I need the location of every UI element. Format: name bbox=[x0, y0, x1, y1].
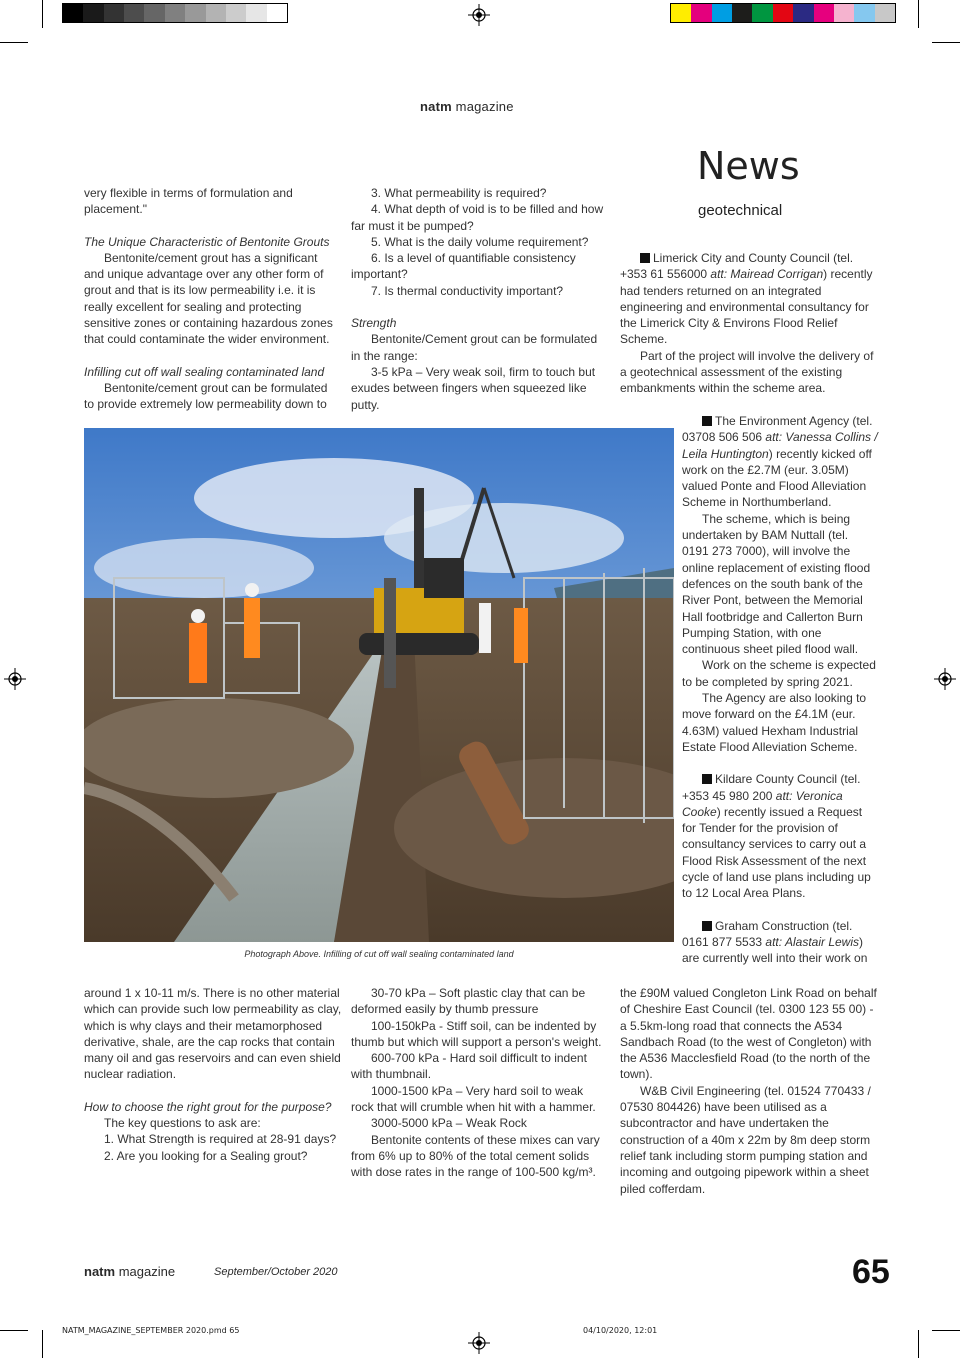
issue-date: September/October 2020 bbox=[214, 1266, 338, 1278]
body-text: Bentonite contents of these mixes can vary from 6% up to 80% of the total cement solids with dose rates in the range of 100-500 kg/m³. bbox=[351, 1132, 600, 1180]
body-text: W&B Civil Engineering (tel. 01524 770433 / 07530 804426) have been utilised as a subcontractor and have undertaken the construction of a 40m x 22m by 8m deep storm relief tank including storm pumping station and incoming and outgoing pipework within a sheet piled cofferdam. bbox=[620, 1083, 871, 1196]
body-text: Part of the project will involve the delivery of a geotechnical assessment of the existing embankments within the scheme area. bbox=[620, 348, 874, 396]
grey-swatch bbox=[165, 4, 185, 22]
grey-swatch bbox=[124, 4, 144, 22]
section-heading: The Unique Characteristic of Bentonite Grouts bbox=[84, 234, 330, 249]
news-item: Kildare County Council (tel. +353 45 980 200 att: Veronica Cooke) recently issued a Request for Tender for the provision of consultancy services to carry out a Flood Risk Assessment of the next cycle of land use plans including up to 12 Local Area Plans. bbox=[682, 772, 871, 901]
grey-swatch bbox=[144, 4, 164, 22]
strength-item: 1000-1500 kPa – Very hard soil to weak rock that will crumble when hit with a hammer. bbox=[351, 1083, 596, 1115]
grey-swatch bbox=[206, 4, 226, 22]
list-item: 7. Is thermal conductivity important? bbox=[371, 283, 564, 298]
color-swatch bbox=[752, 4, 772, 22]
list-item: 2. Are you looking for a Sealing grout? bbox=[104, 1148, 308, 1163]
crop-mark bbox=[918, 0, 919, 28]
color-swatch bbox=[854, 4, 874, 22]
color-swatch bbox=[834, 4, 854, 22]
process-color-bar bbox=[670, 3, 896, 23]
strength-item: 100-150kPa - Stiff soil, can be indented by thumb but which will support a person's weight. bbox=[351, 1018, 602, 1049]
list-item: 5. What is the daily volume requirement? bbox=[371, 234, 589, 249]
page-number: 65 bbox=[852, 1253, 890, 1291]
body-text: The key questions to ask are: bbox=[104, 1116, 261, 1131]
crop-mark bbox=[932, 1330, 960, 1331]
registration-mark-icon bbox=[4, 668, 26, 690]
news-item: The Environment Agency (tel. 03708 506 506 att: Vanessa Collins / Leila Huntington) recently kicked off work on the £2.7M (eur. 3.05M) valued Ponte and Flood Alleviation Scheme in Northumberland. bbox=[682, 414, 878, 510]
news-item: Graham Construction (tel. 0161 877 5533 att: Alastair Lewis) are currently well into their work on bbox=[682, 918, 868, 966]
body-text: 3-5 kPa – Very weak soil, firm to touch but exudes between fingers when squeezed like putty. bbox=[351, 364, 596, 412]
body-text: very flexible in terms of formulation and placement." bbox=[84, 186, 293, 217]
masthead-brand-rest: magazine bbox=[455, 99, 514, 114]
list-item: 4. What depth of void is to be filled and how far must it be pumped? bbox=[351, 202, 604, 233]
strength-item: 600-700 kPa - Hard soil difficult to indent with thumbnail. bbox=[351, 1051, 587, 1082]
crop-mark bbox=[932, 42, 960, 43]
crop-mark bbox=[0, 1330, 28, 1331]
section-heading: Infilling cut off wall sealing contaminated land bbox=[84, 364, 325, 379]
footer-brand-bold: natm bbox=[84, 1264, 116, 1279]
list-item: 1. What Strength is required at 28-91 days? bbox=[104, 1132, 337, 1147]
footer-brand bbox=[84, 1264, 175, 1279]
grey-swatch bbox=[63, 4, 83, 22]
right-column-bottom bbox=[620, 985, 878, 1197]
strength-item: 3000-5000 kPa – Weak Rock bbox=[371, 1116, 527, 1131]
grey-swatch bbox=[267, 4, 287, 22]
color-swatch bbox=[691, 4, 711, 22]
greyscale-color-bar bbox=[62, 3, 288, 23]
news-item: Limerick City and County Council (tel. +353 61 556000 att: Mairead Corrigan) recently had tenders returned on an integrated engineering and environmental consultancy for the Limerick City & Environs Flood Relief Scheme. bbox=[620, 251, 873, 347]
bullet-square-icon bbox=[640, 253, 650, 263]
right-column-news-inset bbox=[682, 413, 878, 967]
middle-column-top bbox=[351, 185, 609, 413]
section-heading: Strength bbox=[351, 316, 397, 331]
news-subheading: geotechnical bbox=[698, 202, 783, 219]
body-text: the £90M valued Congleton Link Road on behalf of Cheshire East Council (tel. 0300 123 55 00) - a 5.5km-long road that connects the A534 Sandbach Road (to the west of Congleton) with the A536 Macclesfield Road (to the north of the town). bbox=[620, 986, 877, 1082]
trench-excavation-photo bbox=[84, 428, 674, 942]
news-heading: News bbox=[697, 144, 800, 188]
crop-mark bbox=[42, 0, 43, 28]
body-text: Bentonite/cement grout has a significant and unique advantage over any other form of grout and that is its low permeability i.e. it is really excellent for sealing and protecting sensitive zones or containing hazardous zones that could contaminate the wider environment. bbox=[84, 250, 333, 347]
body-text: Bentonite/cement grout can be formulated to provide extremely low permeability down to bbox=[84, 380, 328, 412]
middle-column-bottom bbox=[351, 985, 609, 1181]
body-text: Bentonite/Cement grout can be formulated in the range: bbox=[351, 332, 598, 363]
color-swatch bbox=[875, 4, 895, 22]
color-swatch bbox=[793, 4, 813, 22]
photo-caption: Photograph Above. Infilling of cut off wall sealing contaminated land bbox=[244, 949, 514, 959]
grey-swatch bbox=[185, 4, 205, 22]
masthead bbox=[420, 99, 514, 114]
crop-mark bbox=[0, 42, 28, 43]
masthead-brand-bold: natm bbox=[420, 99, 452, 114]
list-item: 6. Is a level of quantifiable consistency important? bbox=[351, 251, 576, 282]
bullet-square-icon bbox=[702, 774, 712, 784]
body-text: Work on the scheme is expected to be completed by spring 2021. bbox=[682, 658, 876, 689]
color-swatch bbox=[732, 4, 752, 22]
registration-mark-icon bbox=[468, 4, 490, 26]
registration-mark-icon bbox=[934, 668, 956, 690]
left-column-top bbox=[84, 185, 340, 413]
footer-brand-rest: magazine bbox=[118, 1264, 176, 1279]
left-column-bottom bbox=[84, 985, 342, 1164]
site-photograph bbox=[84, 428, 674, 942]
color-swatch bbox=[814, 4, 834, 22]
bullet-square-icon bbox=[702, 416, 712, 426]
bullet-square-icon bbox=[702, 921, 712, 931]
color-swatch bbox=[712, 4, 732, 22]
grey-swatch bbox=[104, 4, 124, 22]
slug-timestamp: 04/10/2020, 12:01 bbox=[583, 1326, 658, 1335]
right-column-news bbox=[620, 250, 878, 397]
crop-mark bbox=[42, 1330, 43, 1358]
list-item: 3. What permeability is required? bbox=[371, 186, 547, 200]
color-swatch bbox=[773, 4, 793, 22]
color-swatch bbox=[671, 4, 691, 22]
section-heading: How to choose the right grout for the purpose? bbox=[84, 1099, 332, 1114]
grey-swatch bbox=[226, 4, 246, 22]
registration-mark-icon bbox=[468, 1332, 490, 1354]
body-text: The Agency are also looking to move forward on the £4.1M (eur. 4.63M) valued Hexham Industrial Estate Flood Alleviation Scheme. bbox=[682, 691, 867, 754]
body-text: around 1 x 10-11 m/s. There is no other material which can provide such low permeability as clay, which is why clays and their metamorphosed derivative, shale, are the cap rocks that contain many oil and gas reservoirs and can even shield nuclear radiation. bbox=[84, 986, 342, 1082]
grey-swatch bbox=[83, 4, 103, 22]
strength-item: 30-70 kPa – Soft plastic clay that can be deformed easily by thumb pressure bbox=[351, 986, 586, 1017]
slug-filename: NATM_MAGAZINE_SEPTEMBER 2020.pmd 65 bbox=[62, 1326, 240, 1335]
grey-swatch bbox=[246, 4, 266, 22]
crop-mark bbox=[918, 1330, 919, 1358]
body-text: The scheme, which is being undertaken by BAM Nuttall (tel. 0191 273 7000), will involve the online replacement of existing flood defences on the south bank of the River Pont, between the Memorial Hall footbridge and Callerton Burn Pumping Station, with one continuous sheet piled flood wall. bbox=[682, 511, 871, 657]
